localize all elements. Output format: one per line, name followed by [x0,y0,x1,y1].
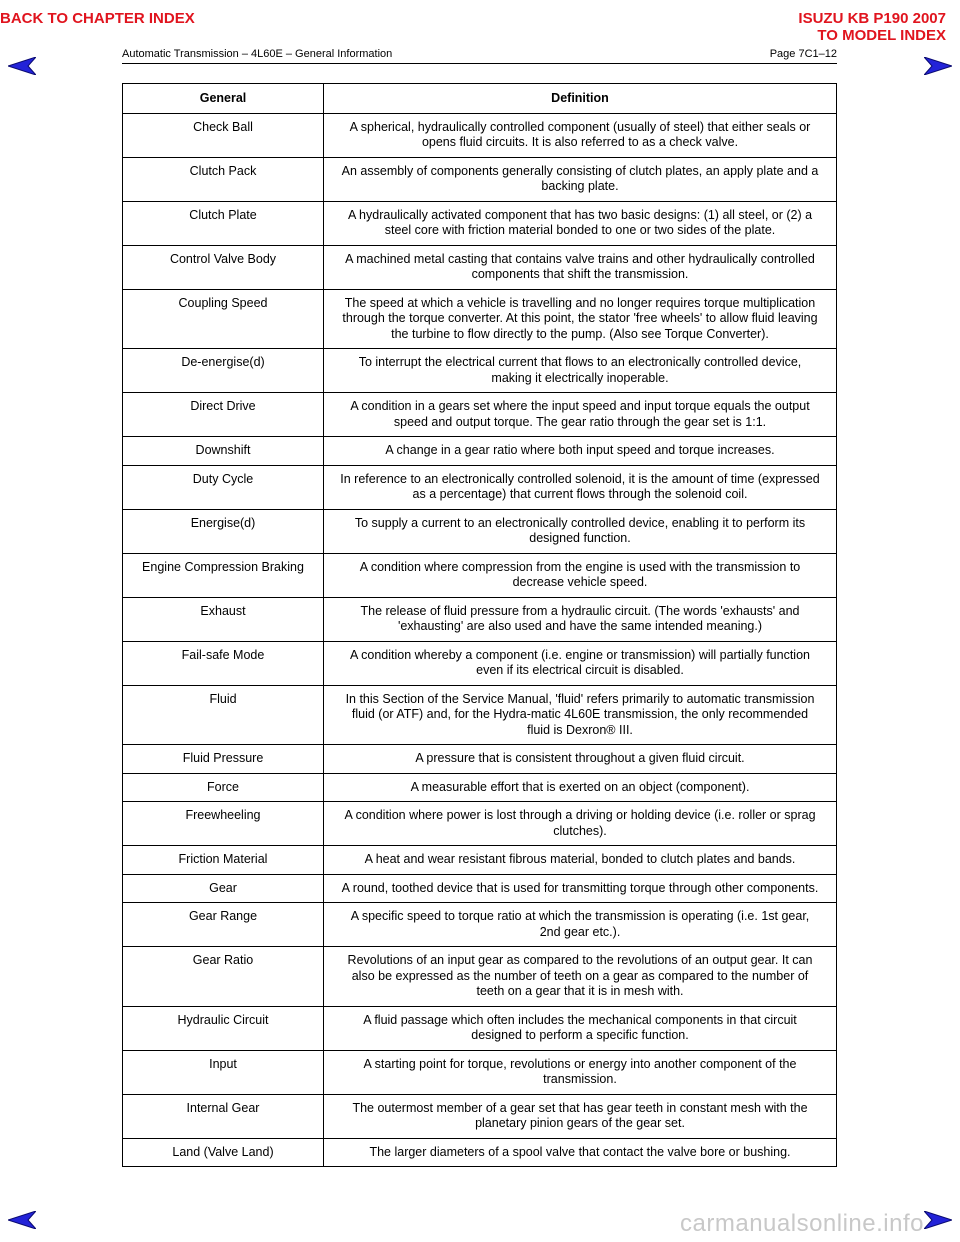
table-row [123,393,837,437]
next-page-bottom-arrow-icon[interactable] [924,1211,952,1229]
table-row [123,1006,837,1050]
table-row [123,597,837,641]
definition-cell: A hydraulically activated component that has two basic designs: (1) all steel, or (2) a steel core with friction material bonded to one or two sides of the plate. [324,201,837,245]
table-row [123,553,837,597]
table-row [123,509,837,553]
model-index-link[interactable] [798,10,946,44]
term-cell: Clutch Pack [123,157,324,201]
watermark: carmanualsonline.info [680,1210,924,1237]
definition-cell: A heat and wear resistant fibrous material, bonded to clutch plates and bands. [324,846,837,875]
table-row [123,245,837,289]
prev-page-arrow-icon[interactable] [8,57,36,75]
table-row [123,201,837,245]
term-cell: Gear [123,874,324,903]
definition-cell: The larger diameters of a spool valve that contact the valve bore or bushing. [324,1138,837,1167]
model-title[interactable]: ISUZU KB P190 2007 [798,10,946,27]
definition-cell: A round, toothed device that is used for transmitting torque through other components. [324,874,837,903]
definition-cell: A fluid passage which often includes the mechanical components in that circuit designed to perform a specific function. [324,1006,837,1050]
term-cell: Hydraulic Circuit [123,1006,324,1050]
definition-cell: A condition where compression from the engine is used with the transmission to decrease vehicle speed. [324,553,837,597]
term-cell: Input [123,1050,324,1094]
definition-cell: A condition in a gears set where the input speed and input torque equals the output speed and output torque. The gear ratio through the gear set is 1:1. [324,393,837,437]
table-body [123,113,837,1167]
definitions-table [122,83,837,1167]
column-header-definition: Definition [324,84,837,114]
term-cell: Gear Range [123,903,324,947]
definition-cell: A spherical, hydraulically controlled component (usually of steel) that either seals or opens fluid circuits. It is also referred to as a check valve. [324,113,837,157]
term-cell: Coupling Speed [123,289,324,349]
section-title: Automatic Transmission – 4L60E – General Information [122,48,393,60]
definition-cell: The speed at which a vehicle is travelling and no longer requires torque multiplication through the torque converter. At this point, the stator 'free wheels' to allow fluid leaving the turbine to flow directly to the pump. (Also see Torque Converter). [324,289,837,349]
term-cell: Fluid [123,685,324,745]
term-cell: Control Valve Body [123,245,324,289]
table-row [123,802,837,846]
column-header-general: General [123,84,324,114]
term-cell: Fluid Pressure [123,745,324,774]
table-row [123,437,837,466]
term-cell: Engine Compression Braking [123,553,324,597]
table-row [123,1094,837,1138]
table-row [123,947,837,1007]
to-model-index[interactable]: TO MODEL INDEX [817,27,946,44]
table-row [123,874,837,903]
definition-cell: A specific speed to torque ratio at which the transmission is operating (i.e. 1st gear, 2nd gear etc.). [324,903,837,947]
table-row [123,773,837,802]
table-row [123,1138,837,1167]
term-cell: Exhaust [123,597,324,641]
header-divider [122,63,837,64]
table-row [123,641,837,685]
page-number: Page 7C1–12 [769,48,837,60]
definition-cell: In this Section of the Service Manual, 'fluid' refers primarily to automatic transmission fluid (or ATF) and, for the Hydra-matic 4L60E transmission, the only recommended fluid is Dexron® III. [324,685,837,745]
definition-cell: Revolutions of an input gear as compared to the revolutions of an output gear. It can also be expressed as the number of teeth on a gear as compared to the number of teeth on a gear that it is in mesh with. [324,947,837,1007]
term-cell: Friction Material [123,846,324,875]
definition-cell: A machined metal casting that contains valve trains and other hydraulically controlled components that shift the transmission. [324,245,837,289]
definition-cell: A starting point for torque, revolutions or energy into another component of the transmission. [324,1050,837,1094]
next-page-arrow-icon[interactable] [924,57,952,75]
definition-cell: To interrupt the electrical current that flows to an electronically controlled device, making it electrically inoperable. [324,349,837,393]
term-cell: Internal Gear [123,1094,324,1138]
definition-cell: To supply a current to an electronically controlled device, enabling it to perform its designed function. [324,509,837,553]
definition-cell: An assembly of components generally consisting of clutch plates, an apply plate and a backing plate. [324,157,837,201]
table-header-row [123,84,837,114]
definition-cell: A pressure that is consistent throughout a given fluid circuit. [324,745,837,774]
term-cell: Freewheeling [123,802,324,846]
term-cell: Duty Cycle [123,465,324,509]
definition-cell: A condition where power is lost through a driving or holding device (i.e. roller or sprag clutches). [324,802,837,846]
definition-cell: A measurable effort that is exerted on an object (component). [324,773,837,802]
table-row [123,157,837,201]
definition-cell: In reference to an electronically controlled solenoid, it is the amount of time (expressed as a percentage) that current flows through the solenoid coil. [324,465,837,509]
table-row [123,289,837,349]
term-cell: Gear Ratio [123,947,324,1007]
term-cell: Fail-safe Mode [123,641,324,685]
definition-cell: A change in a gear ratio where both input speed and torque increases. [324,437,837,466]
term-cell: De-energise(d) [123,349,324,393]
table-row [123,745,837,774]
term-cell: Force [123,773,324,802]
table-row [123,903,837,947]
term-cell: Check Ball [123,113,324,157]
prev-page-bottom-arrow-icon[interactable] [8,1211,36,1229]
table-row [123,113,837,157]
table-row [123,685,837,745]
table-row [123,846,837,875]
term-cell: Direct Drive [123,393,324,437]
table-row [123,465,837,509]
definition-cell: The outermost member of a gear set that has gear teeth in constant mesh with the planetary pinion gears of the gear set. [324,1094,837,1138]
term-cell: Clutch Plate [123,201,324,245]
term-cell: Downshift [123,437,324,466]
back-to-chapter-index-link[interactable]: BACK TO CHAPTER INDEX [0,10,195,27]
term-cell: Energise(d) [123,509,324,553]
table-row [123,349,837,393]
term-cell: Land (Valve Land) [123,1138,324,1167]
definition-cell: A condition whereby a component (i.e. engine or transmission) will partially function even if its electrical circuit is disabled. [324,641,837,685]
table-row [123,1050,837,1094]
definition-cell: The release of fluid pressure from a hydraulic circuit. (The words 'exhausts' and 'exhausting' are also used and have the same intended meaning.) [324,597,837,641]
